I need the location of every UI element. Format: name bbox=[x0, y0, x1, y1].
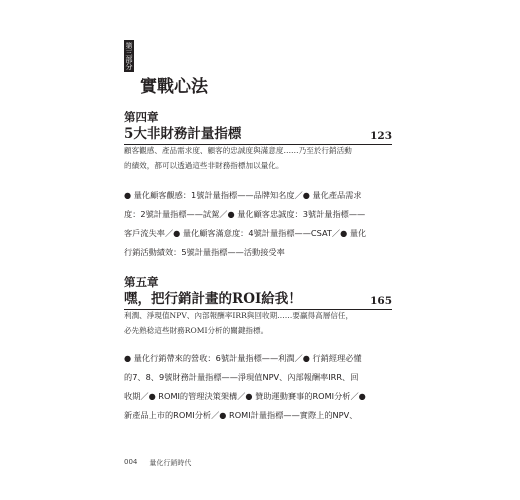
chapter-page-number: 123 bbox=[370, 130, 392, 142]
chapter-title: 5大非財務計量指標 bbox=[124, 126, 242, 142]
item-line: 收期／● ROMI的管理決策架構／● 贊助運動賽事的ROMI分析／● bbox=[124, 391, 366, 401]
chapter-heading-row bbox=[124, 287, 392, 310]
chapter-label: 第四章 bbox=[124, 110, 159, 124]
item-line: 的7、8、9號財務計量指標——淨現值NPV、內部報酬率IRR、回 bbox=[124, 372, 359, 382]
chapter-items bbox=[124, 186, 392, 262]
footer-page-number: 004 bbox=[124, 458, 138, 466]
chapter-page-number: 165 bbox=[370, 295, 392, 307]
item-line: 度：2號計量指標——試駕／● 量化顧客忠誠度：3號計量指標—— bbox=[124, 209, 366, 219]
item-line: 行銷活動績效：5號計量指標——活動接受率 bbox=[124, 247, 285, 257]
chapter-title: 嘿，把行銷計畫的ROI給我！ bbox=[124, 291, 302, 307]
chapter-summary bbox=[124, 309, 392, 338]
item-line: ● 量化顧客觀感：1號計量指標——品牌知名度／● 量化產品需求 bbox=[124, 190, 362, 200]
chapter-summary bbox=[124, 144, 392, 173]
summary-line: 顧客觀感、產品需求度、顧客的忠誠度與滿意度……乃至於行銷活動 bbox=[124, 146, 352, 155]
part-tab: 第三部分 bbox=[125, 42, 133, 70]
item-line: 客戶流失率／● 量化顧客滿意度：4號計量指標——CSAT／● 量化 bbox=[124, 228, 367, 238]
item-line: ● 量化行銷帶來的營收：6號計量指標——利潤／● 行銷經理必懂 bbox=[124, 353, 362, 363]
summary-line: 的績效，都可以透過這些非財務指標加以量化。 bbox=[124, 160, 284, 170]
page-footer bbox=[124, 458, 191, 468]
footer-book-title: 量化行銷時代 bbox=[149, 459, 192, 467]
item-line: 新產品上市的ROMI分析／● ROMI計量指標——實際上的NPV、 bbox=[124, 410, 358, 420]
chapter-items bbox=[124, 349, 392, 425]
chapter-heading-row bbox=[124, 122, 392, 145]
part-title: 實戰心法 bbox=[140, 77, 208, 97]
chapter-label: 第五章 bbox=[124, 275, 159, 289]
summary-line: 必先熟稔這些財務ROMI分析的關鍵指標。 bbox=[124, 325, 269, 335]
summary-line: 利潤、淨現值NPV、內部報酬率IRR與回收期……要贏得高層信任， bbox=[124, 311, 354, 320]
